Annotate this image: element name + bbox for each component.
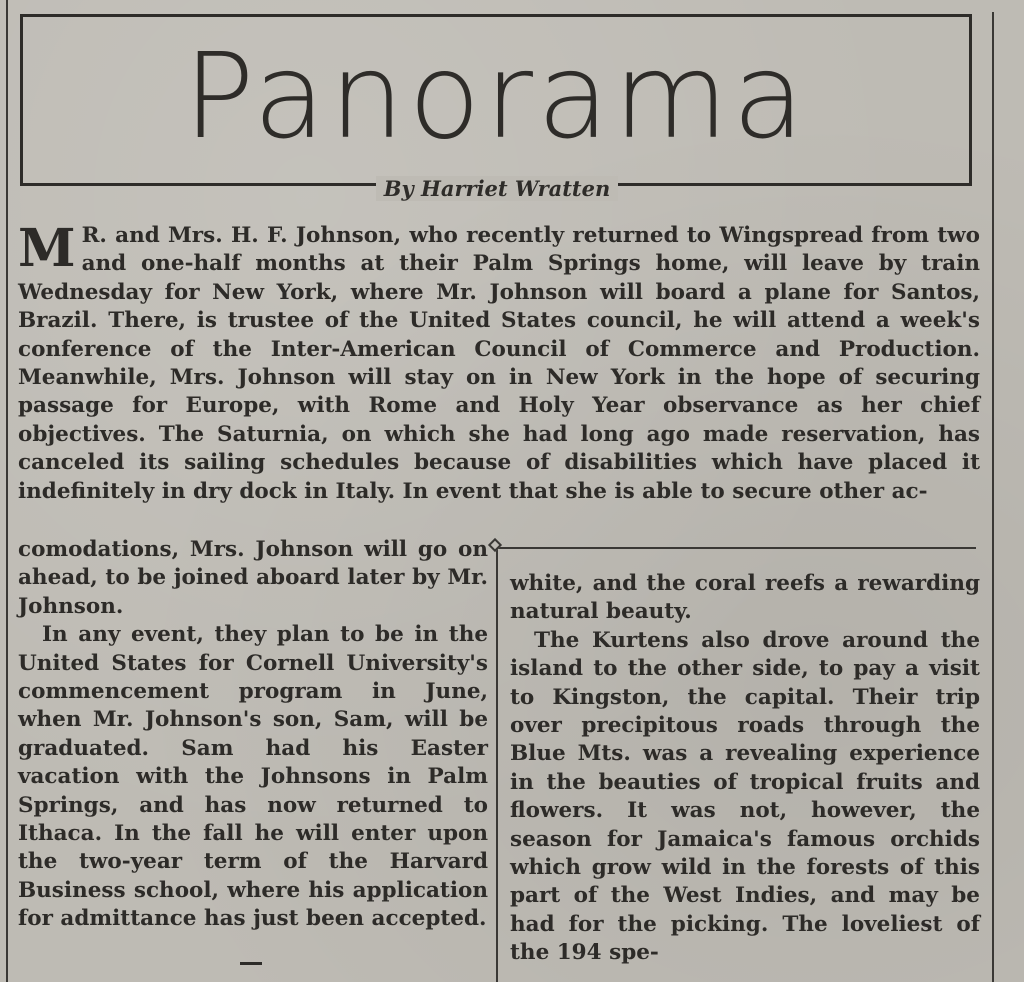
byline-text: By Harriet Wratten — [376, 176, 619, 201]
right-column-paragraph: The Kurtens also drove around the island to the other side, to pay a visit to Kingston, the capital. Their trip over precipitous roads through the Blue Mts. was a revealing experience in the beauties of tropical fruits and flowers. It was not, however, the season for Jamaica's famous orchids which grow wild in the forests of this part of the West Indies, and may be had for the picking. The loveliest of the 194 spe- — [510, 627, 980, 966]
column-divider — [496, 544, 498, 982]
left-column-rule — [6, 0, 8, 982]
left-text-column — [18, 536, 488, 934]
left-column-continuation: comodations, Mrs. Johnson will go on ahead, to be joined aboard later by Mr. Johnson. — [18, 537, 488, 619]
lead-paragraph — [18, 218, 980, 506]
column-header-box — [20, 14, 972, 186]
right-column-rule — [992, 12, 994, 982]
lead-paragraph-text: R. and Mrs. H. F. Johnson, who recently returned to Wingspread from two and one-half months at their Palm Springs home, will leave by train Wednesday for New York, where Mr. Johnson will board a plane for Santos, Brazil. There, is trustee of the United States council, he will attend a week's conference of the Inter-American Council of Commerce and Production. Meanwhile, Mrs. Johnson will stay on in New York in the hope of securing passage for Europe, with Rome and Holy Year observance as her chief objectives. The Saturnia, on which she had long ago made reservation, has canceled its sailing schedules because of disabilities which have placed it indefinitely in dry dock in Italy. In event that she is able to secure other ac- — [18, 223, 980, 504]
byline — [0, 176, 994, 202]
right-column-continuation: white, and the coral reefs a rewarding natural beauty. — [510, 571, 980, 625]
divider-ornament — [488, 538, 502, 552]
left-column-paragraph: In any event, they plan to be in the United States for Cornell University's commencement program in June, when Mr. Johnson's son, Sam, will be graduated. Sam had his Easter vacation with the Johnsons in Palm Springs, and has now returned to Ithaca. In the fall he will enter upon the two-year term of the Harvard Business school, where his application for admittance has just been accepted. — [18, 622, 488, 932]
section-divider-rule — [496, 547, 976, 549]
end-mark — [240, 962, 262, 965]
drop-cap: M — [18, 218, 76, 279]
right-text-column — [510, 570, 980, 968]
column-title: Panorama — [183, 27, 809, 165]
